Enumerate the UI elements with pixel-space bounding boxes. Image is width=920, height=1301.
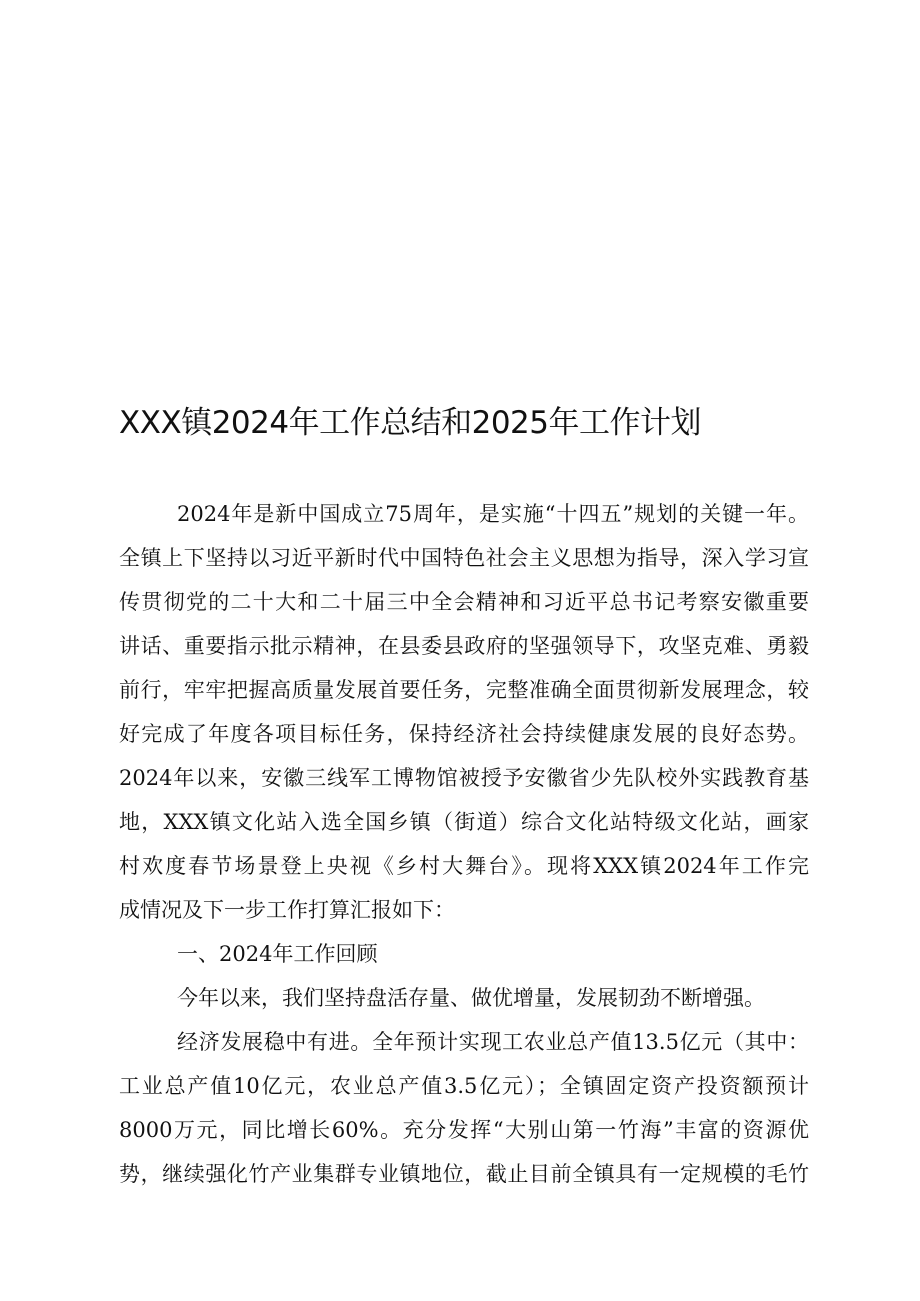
paragraph-line: 地，XXX镇文化站入选全国乡镇（街道）综合文化站特级文化站，画家 bbox=[119, 810, 809, 834]
paragraph-line: 2024年是新中国成立75周年，是实施“十四五”规划的关键一年。 bbox=[177, 502, 809, 526]
paragraph-line: 讲话、重要指示批示精神，在县委县政府的坚强领导下，攻坚克难、勇毅 bbox=[119, 634, 809, 658]
paragraph-line: 前行，牢牢把握高质量发展首要任务，完整准确全面贯彻新发展理念，较 bbox=[119, 678, 809, 702]
paragraph-line: 村欢度春节场景登上央视《乡村大舞台》。现将XXX镇2024年工作完 bbox=[119, 854, 809, 878]
paragraph-line: 工业总产值10亿元，农业总产值3.5亿元）；全镇固定资产投资额预计 bbox=[119, 1074, 809, 1098]
paragraph-line: 全镇上下坚持以习近平新时代中国特色社会主义思想为指导，深入学习宣 bbox=[119, 546, 809, 570]
paragraph-line: 好完成了年度各项目标任务，保持经济社会持续健康发展的良好态势。 bbox=[119, 722, 809, 746]
paragraph-line: 势，继续强化竹产业集群专业镇地位，截止目前全镇具有一定规模的毛竹 bbox=[119, 1162, 809, 1186]
paragraph-line: 成情况及下一步工作打算汇报如下： bbox=[119, 898, 455, 922]
document-body bbox=[119, 492, 809, 1196]
paragraph-line: 今年以来，我们坚持盘活存量、做优增量，发展韧劲不断增强。 bbox=[177, 986, 765, 1010]
paragraph-line: 传贯彻党的二十大和二十届三中全会精神和习近平总书记考察安徽重要 bbox=[119, 590, 809, 614]
document-title: XXX镇2024年工作总结和2025年工作计划 bbox=[119, 405, 701, 441]
paragraph-line: 8000万元，同比增长60%。充分发挥“大别山第一竹海”丰富的资源优 bbox=[119, 1118, 809, 1142]
section-heading: 一、2024年工作回顾 bbox=[177, 942, 378, 966]
paragraph-line: 经济发展稳中有进。全年预计实现工农业总产值13.5亿元（其中： bbox=[177, 1030, 809, 1054]
paragraph-line: 2024年以来，安徽三线军工博物馆被授予安徽省少先队校外实践教育基 bbox=[119, 766, 809, 790]
